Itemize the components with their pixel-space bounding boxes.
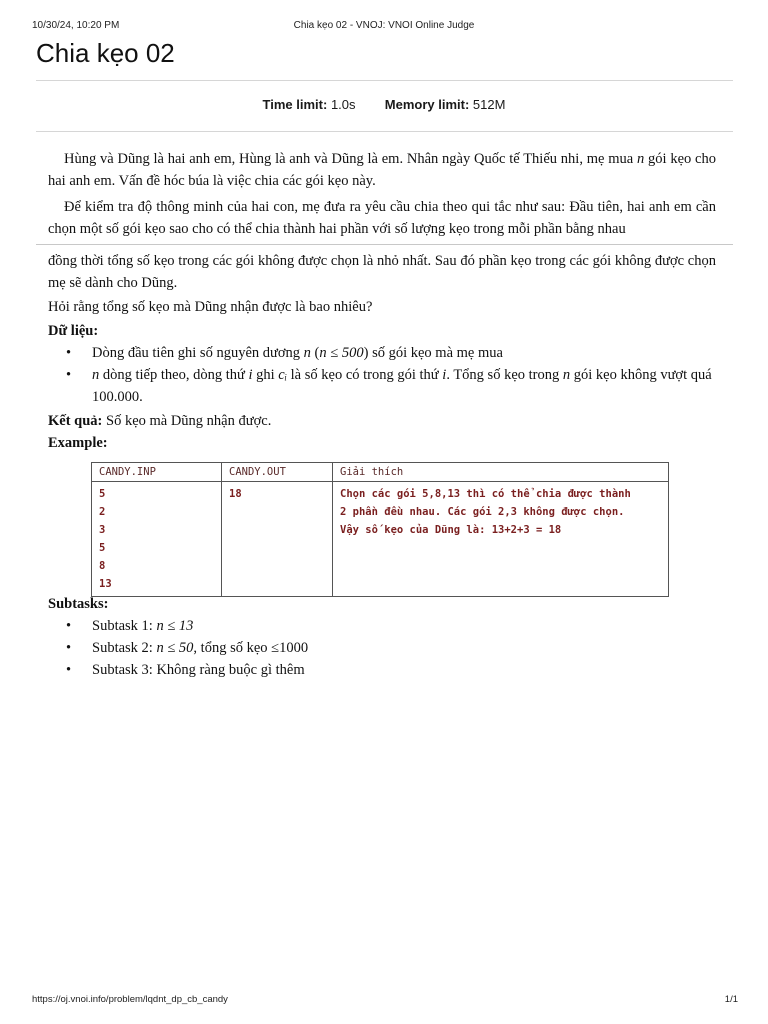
statement-paragraph-2: Để kiểm tra độ thông minh của hai con, mẹ đưa ra yêu cầu chia theo qui tắc như sau: Đầu tiên, hai anh em cần chọn một số gói kẹo sao cho có thể chia thành hai phần với số lượng kẹo trong mỗi phần bằng nhau [48,199,716,237]
input-spec-list [48,342,716,408]
example-input-line: 13 [99,578,112,590]
statement-paragraph-3: đồng thời tổng số kẹo trong các gói không được chọn là nhỏ nhất. Sau đó phần kẹo trong các gói không được chọn mẹ sẽ dành cho Dũng. [48,253,716,291]
example-table [91,462,669,597]
statement-block-bottom [48,250,716,454]
statement-paragraph-1: Hùng và Dũng là hai anh em, Hùng là anh và Dũng là em. Nhân ngày Quốc tế Thiếu nhi, mẹ mua n gói kẹo cho hai anh em. Vấn đề hóc búa là việc chia các gói kẹo này. [48,151,716,189]
output-heading: Kết quả: [48,413,103,429]
example-input-line: 8 [99,560,106,572]
problem-title: Chia kẹo 02 [36,38,175,68]
example-explanation-line: Chọn các gói 5,8,13 thì có thể chia được thành [340,488,631,500]
print-page-title: Chia kẹo 02 - VNOJ: VNOI Online Judge [293,20,475,31]
example-input-line: 2 [99,506,106,518]
limits-divider [36,131,733,132]
problem-limits [0,97,768,112]
example-table-header-row [92,463,669,482]
example-col-header: CANDY.OUT [222,463,333,482]
input-heading: Dữ liệu: [48,323,99,339]
title-divider [36,80,733,81]
example-input-line: 5 [99,488,106,500]
statement-block-top [48,148,716,240]
example-input-line: 5 [99,542,106,554]
output-text: Số kẹo mà Dũng nhận được. [102,413,272,429]
print-footer-url: https://oj.vnoi.info/problem/lqdnt_dp_cb_candy [32,994,228,1005]
subtasks-block [48,593,716,681]
time-limit-value: 1.0s [330,97,356,112]
example-heading: Example: [48,435,108,451]
example-explanation-cell [333,482,669,597]
subtask-item: • Subtask 2: n ≤ 50, tổng số kẹo ≤1000 [48,637,716,659]
page-break-divider [36,244,733,245]
memory-limit-value: 512M [472,97,506,112]
subtask-item: • Subtask 1: n ≤ 13 [48,615,716,637]
example-input-cell [92,482,222,597]
subtask-item: • Subtask 3: Không ràng buộc gì thêm [48,659,716,681]
example-col-header: Giải thích [333,463,669,482]
output-spec [48,410,716,432]
example-input-line: 3 [99,524,106,536]
time-limit-label: Time limit: [262,97,328,112]
example-explanation-line: Vậy số kẹo của Dũng là: 13+2+3 = 18 [340,524,562,536]
statement-question: Hỏi rằng tổng số kẹo mà Dũng nhận được là bao nhiêu? [48,299,373,315]
example-output-cell: 18 [222,482,333,597]
example-explanation-line: 2 phần đều nhau. Các gói 2,3 không được chọn. [340,506,625,518]
input-item-2: • n dòng tiếp theo, dòng thứ i ghi cᵢ là số kẹo có trong gói thứ i. Tổng số kẹo trong n gói kẹo không vượt quá 100.000. [48,364,716,408]
subtasks-heading: Subtasks: [48,596,109,612]
input-item-1: • Dòng đầu tiên ghi số nguyên dương n (n ≤ 500) số gói kẹo mà mẹ mua [48,342,716,364]
example-col-header: CANDY.INP [92,463,222,482]
print-datetime: 10/30/24, 10:20 PM [32,20,120,31]
print-footer-page-number: 1/1 [724,994,738,1005]
memory-limit-label: Memory limit: [384,97,470,112]
example-table-row [92,482,669,597]
subtasks-list [48,615,716,681]
